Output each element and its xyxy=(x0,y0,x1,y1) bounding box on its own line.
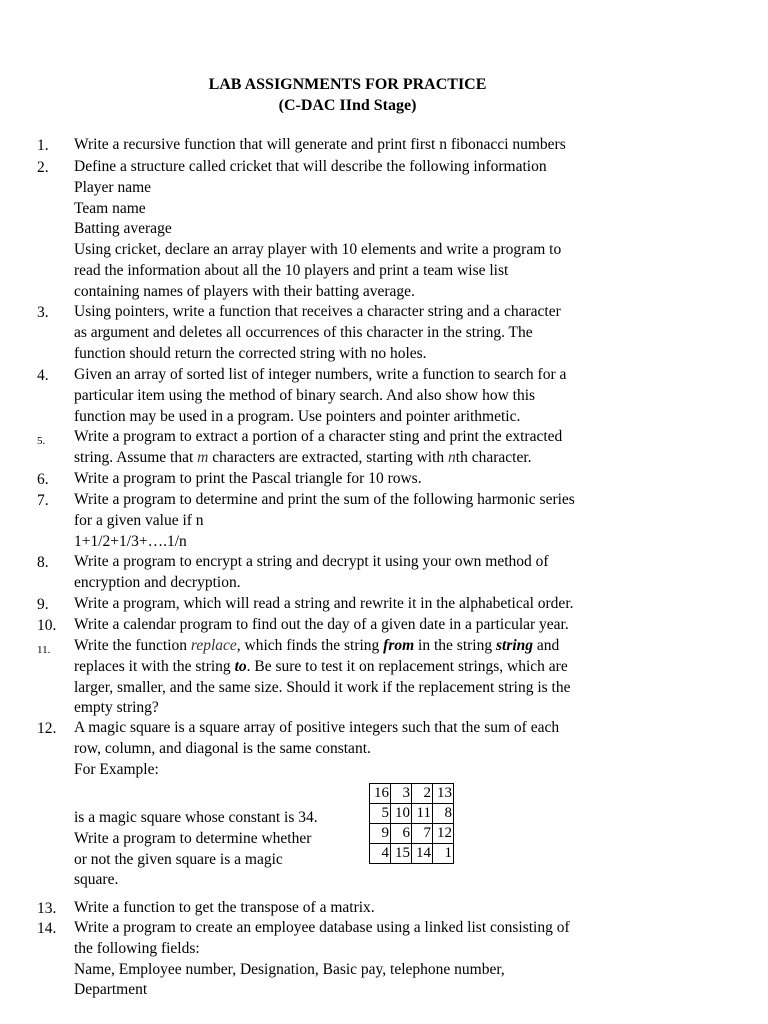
item-text: Write a recursive function that will generate and print first n fibonacci numbers xyxy=(74,136,566,153)
document-title xyxy=(0,74,695,116)
table-cell: 8 xyxy=(433,804,454,824)
item-text: Using pointers, write a function that receives a character string and a character as argument and deletes all occurrences of this character in the string. The function should return the corrected string with no holes. xyxy=(74,303,561,362)
item-text: Write a program to print the Pascal triangle for 10 rows. xyxy=(74,470,422,487)
table-cell: 4 xyxy=(370,844,391,864)
item-number: 4. xyxy=(37,367,49,384)
item-number: 5. xyxy=(37,435,46,447)
table-cell: 10 xyxy=(391,804,412,824)
table-cell: 13 xyxy=(433,784,454,804)
item-number: 11. xyxy=(37,644,51,656)
table-cell: 14 xyxy=(412,844,433,864)
table-cell: 3 xyxy=(391,784,412,804)
table-row xyxy=(370,824,454,844)
title-line-1: LAB ASSIGNMENTS FOR PRACTICE xyxy=(208,76,487,93)
table-cell: 5 xyxy=(370,804,391,824)
item-number: 13. xyxy=(37,900,57,917)
table-row xyxy=(370,844,454,864)
item-number: 12. xyxy=(37,720,57,737)
table-cell: 12 xyxy=(433,824,454,844)
item-number: 8. xyxy=(37,554,49,571)
table-row xyxy=(370,804,454,824)
item-number: 7. xyxy=(37,492,49,509)
magic-square-description: is a magic square whose constant is 34. Write a program to determine whether or not the given square is a magic square. xyxy=(74,809,318,889)
item-text: A magic square is a square array of positive integers such that the sum of each row, column, and diagonal is the same constant. For Example: xyxy=(74,719,560,778)
item-text: Write the function replace, which finds the string from in the string string and replaces it with the string to. Be sure to test it on replacement strings, which are larger, smaller, and the same size. Should it work if the replacement string is the empty string? xyxy=(74,637,571,717)
item-number: 9. xyxy=(37,596,49,613)
table-cell: 15 xyxy=(391,844,412,864)
item-number: 1. xyxy=(37,137,49,154)
table-cell: 6 xyxy=(391,824,412,844)
table-cell: 11 xyxy=(412,804,433,824)
item-number: 10. xyxy=(37,617,57,634)
item-text: Write a program to create an employee database using a linked list consisting of the following fields: Name, Employee number, Designation, Basic pay, telephone number, Department xyxy=(74,919,570,999)
item-text: Write a program to encrypt a string and decrypt it using your own method of encryption and decryption. xyxy=(74,553,549,591)
table-cell: 1 xyxy=(433,844,454,864)
table-cell: 9 xyxy=(370,824,391,844)
item-text: Given an array of sorted list of integer numbers, write a function to search for a particular item using the method of binary search. And also show how this function may be used in a program. Use pointers and pointer arithmetic. xyxy=(74,366,567,425)
item-text: Write a program, which will read a string and rewrite it in the alphabetical order. xyxy=(74,595,574,612)
table-cell: 16 xyxy=(370,784,391,804)
table-cell: 7 xyxy=(412,824,433,844)
magic-square-table xyxy=(369,783,454,864)
table-cell: 2 xyxy=(412,784,433,804)
title-line-2: (C-DAC IInd Stage) xyxy=(278,97,417,114)
item-number: 6. xyxy=(37,471,49,488)
item-number: 14. xyxy=(37,920,57,937)
item-number: 2. xyxy=(37,159,49,176)
table-row xyxy=(370,784,454,804)
item-number: 3. xyxy=(37,304,49,321)
item-text: Write a calendar program to find out the day of a given date in a particular year. xyxy=(74,616,569,633)
item-text: Write a program to determine and print the sum of the following harmonic series for a given value if n 1+1/2+1/3+….1/n xyxy=(74,491,575,550)
item-text: Write a function to get the transpose of a matrix. xyxy=(74,899,375,916)
item-text: Write a program to extract a portion of a character sting and print the extracted string. Assume that m characters are extracted, starting with nth character. xyxy=(74,428,563,466)
item-text: Define a structure called cricket that will describe the following information Player name Team name Batting average Using cricket, declare an array player with 10 elements and write a program to read the information about all the 10 players and print a team wise list containing names of players with their batting average. xyxy=(74,158,562,300)
